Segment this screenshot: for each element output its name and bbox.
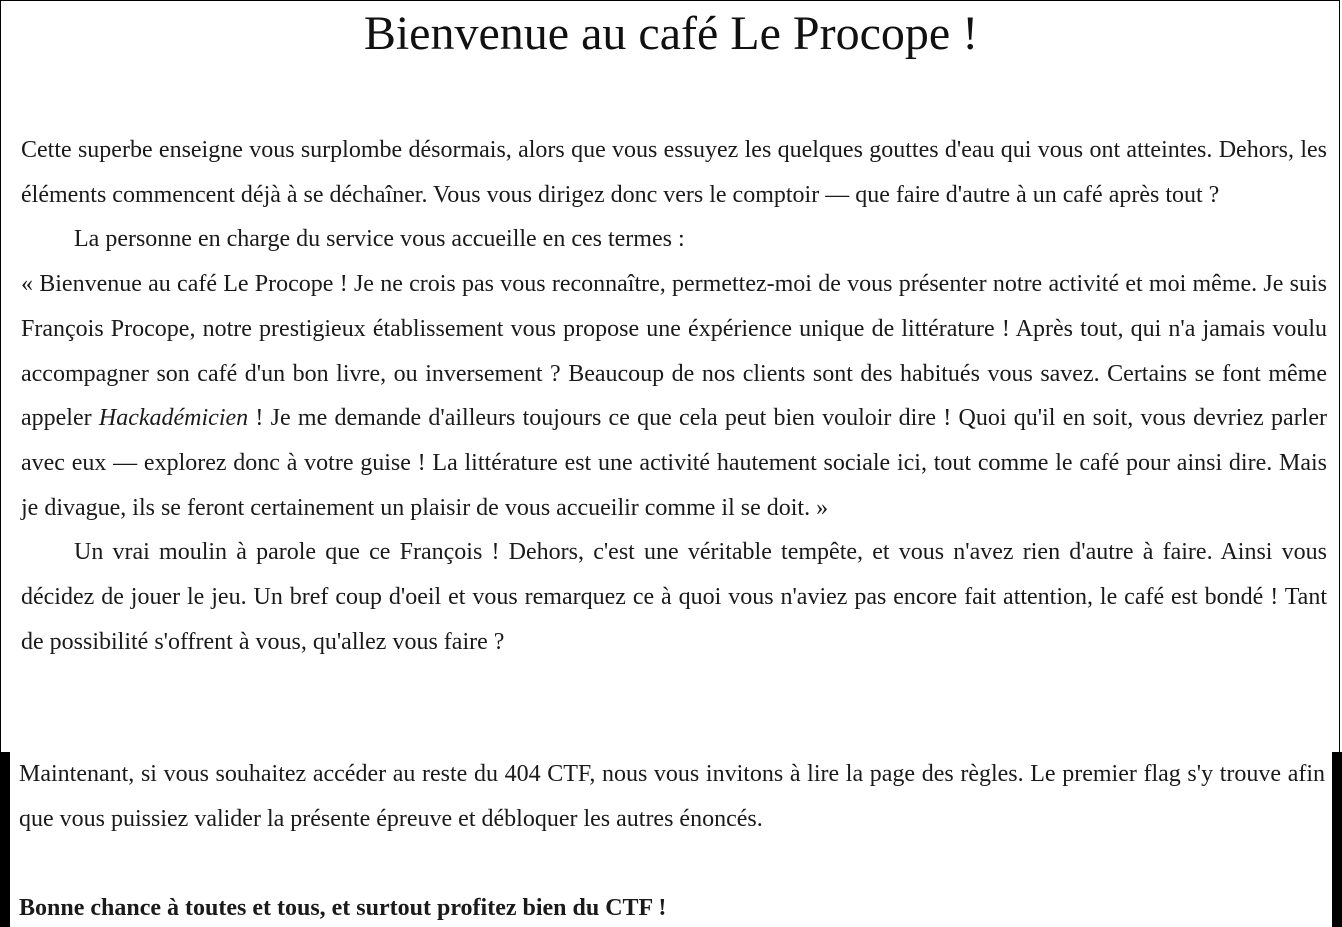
story-text [21,128,1327,664]
story-paragraph-greeting: La personne en charge du service vous accueille en ces termes : [74,226,685,253]
instructions-text: Maintenant, si vous souhaitez accéder au reste du 404 CTF, nous vous invitons à lire la page des règles. Le premier flag s'y trouve afin que vous puissiez valider la présente épreuve et débloquer les autres énoncés. [19,761,1325,832]
left-border-bar [0,752,10,927]
right-border-bar [1332,752,1342,927]
speech-text-end: ! Je me demande d'ailleurs toujours ce que cela peut bien vouloir dire ! Quoi qu'il en soit, vous devriez parler avec eux — explorez donc à votre guise ! La littérature est une activité hautement sociale ici, tout comme le café pour ainsi dire. Mais je divague, ils se feront certainement un plaisir de vous accueilir comme il se doit. » [21,405,1327,521]
story-paragraph-intro: Cette superbe enseigne vous surplombe désormais, alors que vous essuyez les quelques gouttes d'eau qui vous ont atteintes. Dehors, les éléments commencent déjà à se déchaîner. Vous vous dirigez donc vers le comptoir — que faire d'autre à un café après tout ? [21,137,1327,208]
instructions-section [19,752,1325,927]
story-paragraph-outro: Un vrai moulin à parole que ce François ! Dehors, c'est une véritable tempête, et vous n'avez rien d'autre à faire. Ainsi vous décidez de jouer le jeu. Un bref coup d'oeil et vous remarquez ce à quoi vous n'aviez pas encore fait attention, le café est bondé ! Tant de possibilité s'offrent à vous, qu'allez vous faire ? [21,539,1327,655]
closing-message: Bonne chance à toutes et tous, et surtout profitez bien du CTF ! [19,895,667,922]
page-title: Bienvenue au café Le Procope ! [363,7,979,60]
speech-emphasis: Hackadémicien [98,405,249,432]
story-paragraph-speech [21,262,1327,530]
speech-text-start: « Bienvenue au café Le Procope ! Je ne crois pas vous reconnaître, permettez-moi de vous présenter notre activité et moi même. Je suis François Procope, notre prestigieux établissement vous propose une éxpérience unique de littérature ! Après tout, qui n'a jamais voulu accompagner son café d'un bon livre, ou inversement ? Beaucoup de nos clients sont des habitués vous savez. Certains se font même appeler [21,271,1327,432]
